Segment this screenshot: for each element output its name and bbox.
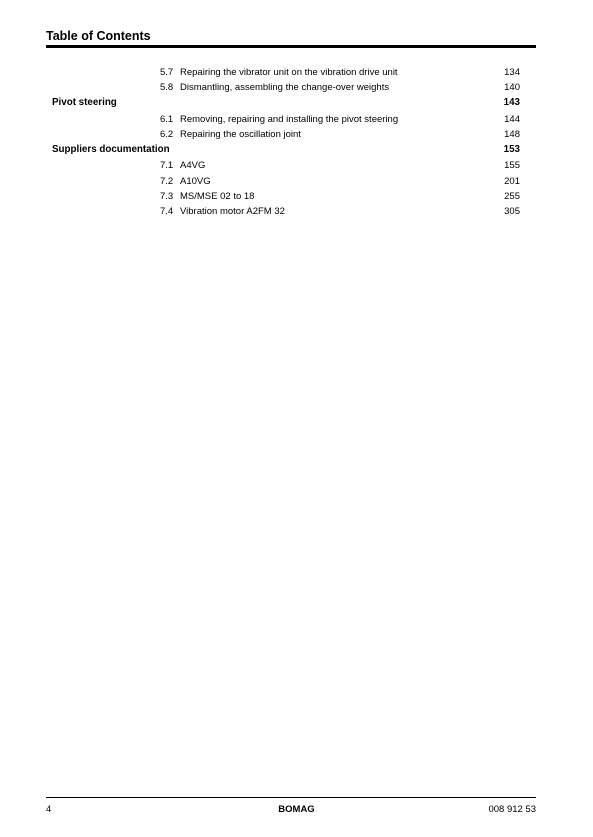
toc-page-number: 201 <box>504 176 520 187</box>
toc-entry-title: Suppliers documentation <box>52 144 170 155</box>
toc-entry-title: Vibration motor A2FM 32 <box>180 206 285 217</box>
toc-page-number: 305 <box>504 206 520 217</box>
toc-page-number: 153 <box>503 144 520 155</box>
toc-entry-number: 6.2 <box>160 129 174 140</box>
toc-page-number: 140 <box>504 82 520 93</box>
toc-entry[interactable] <box>160 129 301 141</box>
toc-chapter[interactable] <box>52 97 117 109</box>
toc-entry-number: 5.8 <box>160 82 174 93</box>
footer-rule <box>46 797 536 798</box>
toc-entry-title: Dismantling, assembling the change-over weights <box>180 82 390 93</box>
toc-entry-number: 7.4 <box>160 206 174 217</box>
toc-entry-title: Pivot steering <box>52 97 117 108</box>
toc-chapter[interactable] <box>52 144 170 156</box>
toc-entry[interactable] <box>160 67 398 79</box>
toc-entry-title: Repairing the vibrator unit on the vibration drive unit <box>180 67 398 78</box>
toc-entry-number: 6.1 <box>160 114 174 125</box>
toc-entry-number: 7.3 <box>160 191 174 202</box>
toc-entry[interactable] <box>160 114 398 126</box>
toc-entry-number: 7.1 <box>160 160 174 171</box>
toc-page-number: 144 <box>504 114 520 125</box>
toc-entry-title: A4VG <box>180 160 206 171</box>
toc-entry[interactable] <box>160 206 285 218</box>
toc-page-number: 134 <box>504 67 520 78</box>
toc-page-number: 143 <box>503 97 520 108</box>
toc-entry-number: 5.7 <box>160 67 174 78</box>
footer-page-number: 4 <box>46 804 52 815</box>
toc-entry[interactable] <box>160 176 211 188</box>
toc-entry-title: MS/MSE 02 to 18 <box>180 191 255 202</box>
toc-entry[interactable] <box>160 191 254 203</box>
toc-entry-number: 7.2 <box>160 176 174 187</box>
toc-entry[interactable] <box>160 160 205 172</box>
toc-page-number: 155 <box>504 160 520 171</box>
toc-entry-title: Repairing the oscillation joint <box>180 129 301 140</box>
toc-page-number: 255 <box>504 191 520 202</box>
page-title: Table of Contents <box>46 29 151 43</box>
toc-entry-title: Removing, repairing and installing the pivot steering <box>180 114 399 125</box>
footer-brand: BOMAG <box>278 804 315 815</box>
toc-page-number: 148 <box>504 129 520 140</box>
toc-entry-title: A10VG <box>180 176 211 187</box>
toc-entry[interactable] <box>160 82 389 94</box>
footer-doc-number: 008 912 53 <box>488 804 536 815</box>
